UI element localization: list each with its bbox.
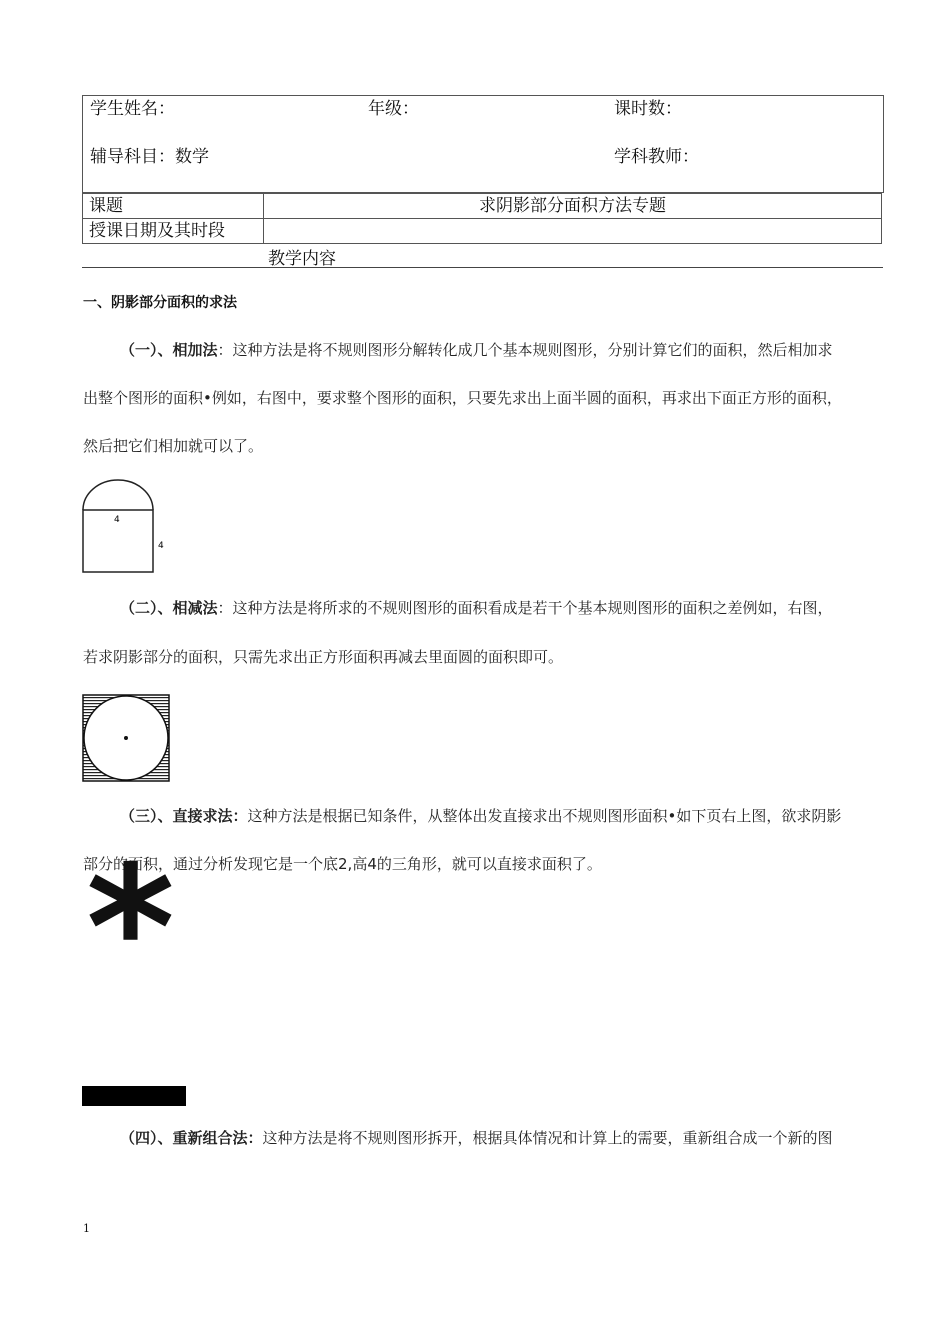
semicircle-arc bbox=[83, 480, 153, 510]
topic-table bbox=[82, 193, 882, 244]
black-bar bbox=[82, 1086, 186, 1106]
method3-title: （三）、直接求法： bbox=[120, 807, 248, 825]
method1-line3: 然后把它们相加就可以了。 bbox=[83, 437, 264, 455]
table-row bbox=[83, 194, 882, 219]
subject-label: 辅导科目：数学 bbox=[90, 147, 209, 167]
fig-label-side: 4 bbox=[158, 541, 164, 551]
method1-title: （一）、相加法 bbox=[120, 341, 218, 359]
section-title: 一、阴影部分面积的求法 bbox=[83, 295, 237, 311]
method2-line1 bbox=[120, 598, 833, 618]
method1-text1: ：这种方法是将不规则图形分解转化成几个基本规则图形，分别计算它们的面积，然后相加求 bbox=[217, 341, 833, 359]
table-row bbox=[83, 219, 882, 244]
method4-line1 bbox=[120, 1128, 833, 1148]
date-value bbox=[264, 219, 882, 244]
method2-line2: 若求阴影部分的面积，只需先求出正方形面积再减去里面圆的面积即可。 bbox=[83, 648, 564, 666]
method4-text1: 这种方法是将不规则图形拆开，根据具体情况和计算上的需要，重新组合成一个新的图 bbox=[262, 1129, 833, 1147]
topic-label: 课题 bbox=[83, 194, 264, 219]
circle-in-square-figure bbox=[82, 694, 172, 784]
method3-line1 bbox=[120, 806, 841, 826]
date-label: 授课日期及其时段 bbox=[83, 219, 264, 244]
method2-title: （二）、相减法 bbox=[120, 599, 218, 617]
hours-label: 课时数： bbox=[614, 99, 682, 119]
center-dot bbox=[124, 736, 128, 740]
asterisk-mark: * bbox=[86, 830, 175, 1028]
method1-line1 bbox=[120, 340, 833, 360]
method1-line2: 出整个图形的面积•例如，右图中，要求整个图形的面积，只要先求出上面半圆的面积，再求出下面正方形的面积， bbox=[83, 389, 842, 407]
method2-text1: ：这种方法是将所求的不规则图形的面积看成是若干个基本规则图形的面积之差例如，右图， bbox=[217, 599, 833, 617]
method4-title: （四）、重新组合法： bbox=[120, 1129, 263, 1147]
page-number: 1 bbox=[83, 1222, 90, 1235]
divider bbox=[82, 267, 883, 268]
semicircle-square-figure bbox=[80, 478, 170, 576]
header-box bbox=[82, 95, 884, 193]
teacher-label: 学科教师： bbox=[614, 147, 699, 167]
grade-label: 年级： bbox=[368, 99, 419, 119]
method3-text1: 这种方法是根据已知条件，从整体出发直接求出不规则图形面积•如下页右上图，欲求阴影 bbox=[247, 807, 842, 825]
method3-line2: 部分的面积，通过分析发现它是一个底2,高4的三角形，就可以直接求面积了。 bbox=[83, 855, 602, 873]
student-name-label: 学生姓名： bbox=[90, 99, 175, 119]
fig-label-diameter: 4 bbox=[114, 515, 120, 525]
content-heading: 教学内容 bbox=[268, 249, 336, 269]
topic-value: 求阴影部分面积方法专题 bbox=[264, 194, 882, 219]
